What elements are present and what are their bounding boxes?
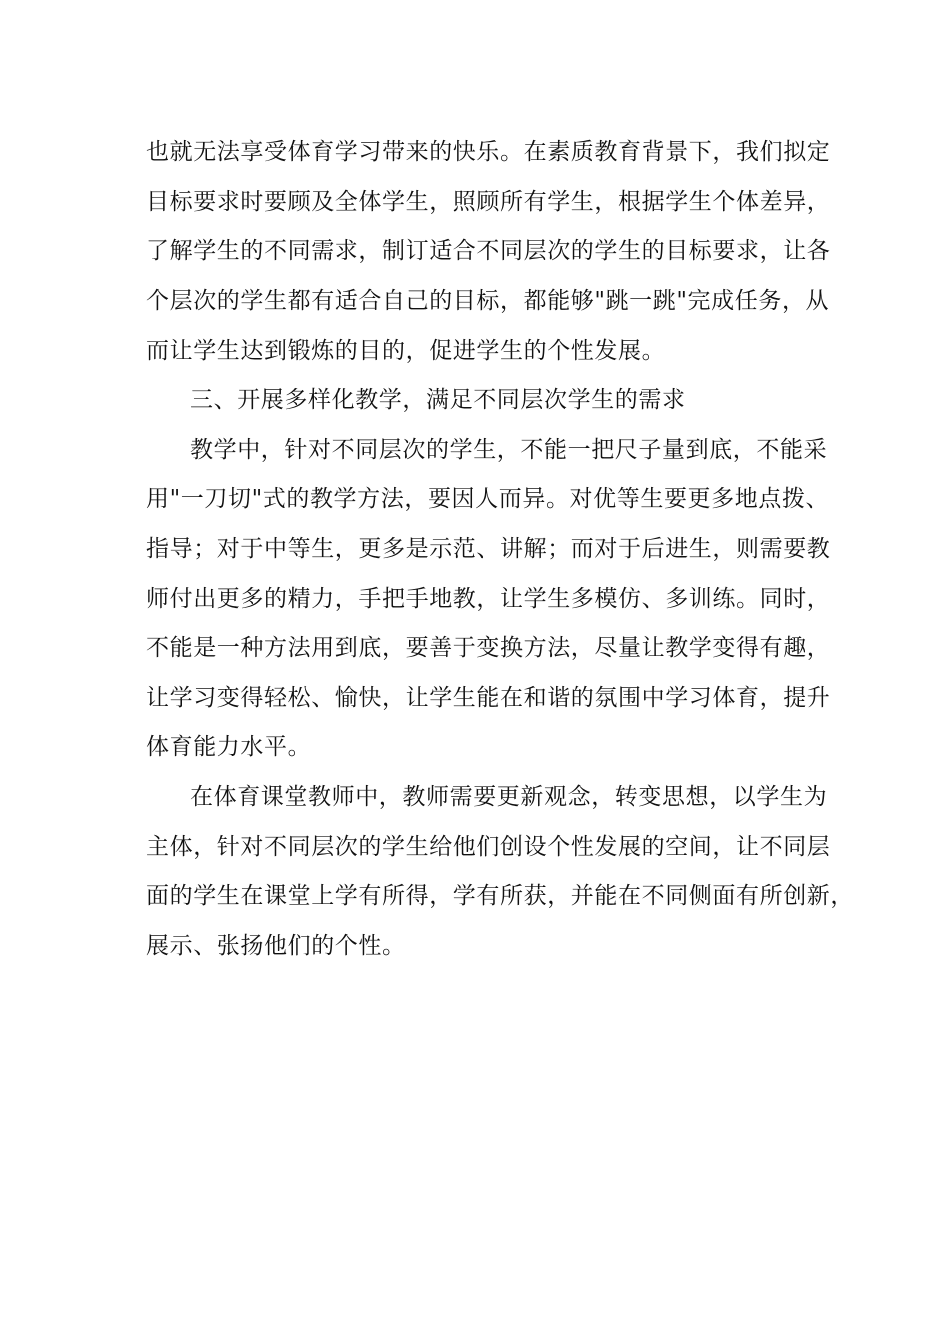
text-line: 了解学生的不同需求，制订适合不同层次的学生的目标要求，让各 [146,238,831,264]
text-line: 展示、张扬他们的个性。 [146,933,406,959]
text-line: 主体，针对不同层次的学生给他们创设个性发展的空间，让不同层 [146,834,831,860]
text-line: 也就无法享受体育学习带来的快乐。在素质教育背景下，我们拟定 [146,139,831,165]
text-line: 面的学生在课堂上学有所得，学有所获，并能在不同侧面有所创新， [146,883,854,909]
text-line: 教学中，针对不同层次的学生，不能一把尺子量到底，不能采 [190,437,828,463]
text-line: 师付出更多的精力，手把手地教，让学生多模仿、多训练。同时， [146,586,831,612]
text-line: 不能是一种方法用到底，要善于变换方法，尽量让教学变得有趣， [146,635,831,661]
text-line: 让学习变得轻松、愉快，让学生能在和谐的氛围中学习体育，提升 [146,685,831,711]
text-line: 指导；对于中等生，更多是示范、讲解；而对于后进生，则需要教 [146,536,831,562]
section-heading: 三、开展多样化教学，满足不同层次学生的需求 [190,387,686,413]
text-line: 目标要求时要顾及全体学生，照顾所有学生，根据学生个体差异， [146,189,831,215]
text-line: 而让学生达到锻炼的目的，促进学生的个性发展。 [146,338,666,364]
text-line: 体育能力水平。 [146,734,312,760]
text-line: 个层次的学生都有适合自己的目标，都能够"跳一跳"完成任务，从 [146,288,830,314]
text-line: 在体育课堂教师中，教师需要更新观念，转变思想，以学生为 [190,784,828,810]
text-line: 用"一刀切"式的教学方法，要因人而异。对优等生要更多地点拨、 [146,486,830,512]
